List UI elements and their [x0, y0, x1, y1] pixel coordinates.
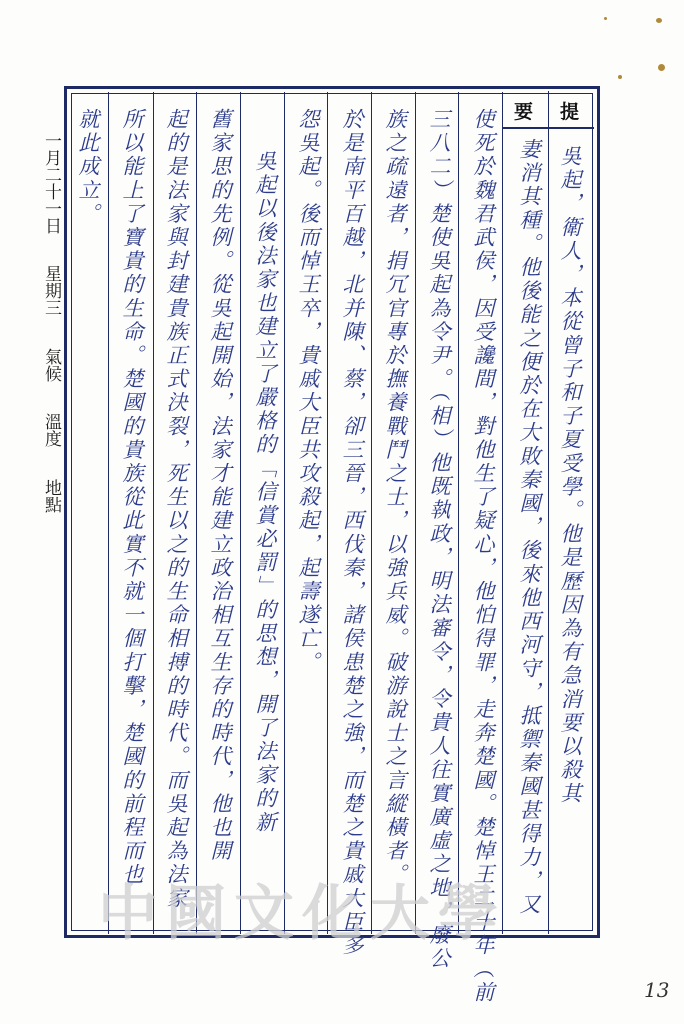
paper-speck	[604, 17, 607, 20]
handwritten-column: 起的是法家與封建貴族正式決裂，死生以之的生命相搏的時代。而吳起為法家	[164, 108, 188, 911]
page-number: 13	[644, 978, 670, 1002]
header-label-right: 提	[560, 101, 580, 123]
column-rule	[415, 92, 416, 934]
paper-speck	[618, 75, 622, 79]
handwritten-column: 怨吳起。後而悼王卒，貴戚大臣共攻殺起，起壽遂亡。	[296, 108, 320, 675]
handwritten-column: 於是南平百越，北并陳、蔡，卻三晉，西伐秦，諸侯患楚之強，而楚之貴戚大臣多	[340, 108, 364, 958]
column-rule	[108, 92, 109, 934]
header-divider	[548, 91, 549, 127]
paper-speck	[658, 64, 665, 71]
column-rule	[284, 92, 285, 934]
column-rule	[327, 92, 328, 934]
handwritten-column: 吳起，衛人，本從曾子和子夏受學。他是歷因為有急消要以殺其	[558, 145, 582, 806]
handwritten-column: 使死於魏君武侯，因受讒間，對他生了疑心，他怕得罪，走奔楚國。楚悼王二十年（前	[471, 108, 495, 1005]
column-rule	[502, 92, 503, 934]
date-label: 一月二十一日	[41, 132, 61, 234]
handwritten-column: 就此成立。	[76, 108, 100, 226]
handwritten-column: 所以能上了寶貴的生命。楚國的貴族從此實不就一個打擊，楚國的前程而也	[120, 108, 144, 887]
handwritten-column: 族之疏遠者，捐冗官專於撫養戰鬥之士，以強兵威。破游說士之言縱橫者。	[383, 108, 407, 887]
handwritten-column: 吳起以後法家也建立了嚴格的「信賞必罰」的思想，開了法家的新	[253, 150, 277, 835]
column-rule	[153, 92, 154, 934]
diary-date-margin	[36, 132, 66, 513]
column-rule	[371, 92, 372, 934]
column-rule	[196, 92, 197, 934]
inner-border	[71, 93, 593, 931]
handwritten-column: 妻消其種。他後能之便於在大敗秦國，後來他西河守，抵禦秦國甚得力，又	[517, 138, 541, 917]
column-rule	[240, 92, 241, 934]
place-label: 地點	[41, 478, 61, 513]
temperature-label: 溫度	[41, 413, 61, 448]
university-watermark: 中國文化大學	[98, 879, 506, 949]
paper-speck	[656, 18, 662, 23]
handwritten-column: 舊家思的先例。從吳起開始，法家才能建立政治相互生存的時代，他也開	[208, 108, 232, 864]
column-rule	[548, 92, 549, 934]
weekday-label: 星期三	[41, 265, 61, 317]
header-label-left: 要	[514, 101, 534, 123]
handwritten-column: 三八二）楚使吳起為令尹。（相）他既執政，明法審令，令貴人往實廣虛之地，廢公	[427, 108, 451, 971]
column-rule	[458, 92, 459, 934]
weather-label: 氣候	[41, 347, 61, 382]
